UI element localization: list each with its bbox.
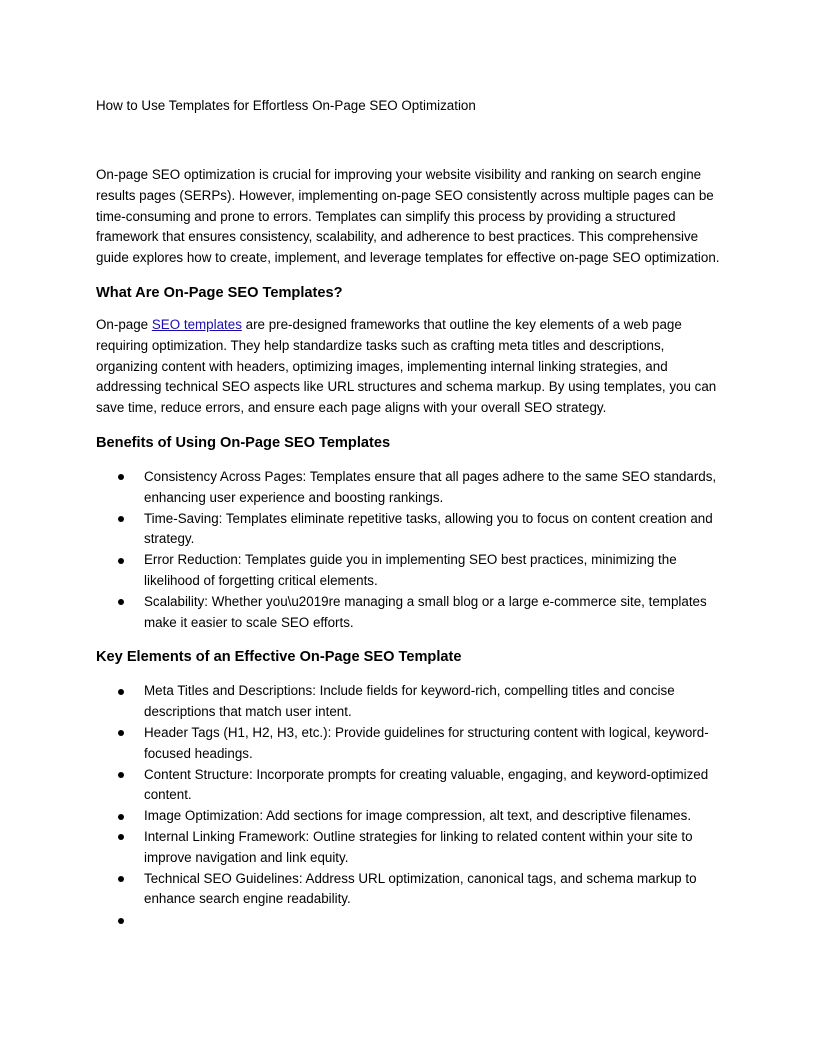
document-title: How to Use Templates for Effortless On-Page SEO Optimization bbox=[96, 98, 476, 113]
list-item-text: Consistency Across Pages: Templates ensure that all pages adhere to the same SEO standards, enhancing user experience and boosting rankings. bbox=[144, 468, 717, 505]
bullet-icon bbox=[118, 730, 124, 736]
list-item bbox=[96, 869, 726, 911]
bullet-icon bbox=[118, 876, 124, 882]
list-item bbox=[96, 765, 726, 807]
section1-text-after-link: are pre-designed frameworks that outline the key elements of a web page requiring optimization. They help standardize tasks such as crafting meta titles and descriptions, organizing content with headers, optimizing images, implementing internal linking strategies, and addressing technical SEO aspects like URL structures and schema markup. By using templates, you can save time, reduce errors, and ensure each page aligns with your overall SEO strategy. bbox=[96, 316, 717, 416]
bullet-icon bbox=[118, 834, 124, 840]
section1-paragraph bbox=[96, 315, 726, 419]
bullet-icon bbox=[118, 772, 124, 778]
list-item-text: Content Structure: Incorporate prompts for creating valuable, engaging, and keyword-optimized content. bbox=[144, 766, 709, 803]
bullet-icon bbox=[118, 918, 124, 924]
seo-templates-link[interactable]: SEO templates bbox=[151, 316, 242, 332]
bullet-icon bbox=[118, 474, 124, 480]
section-heading-key-elements: Key Elements of an Effective On-Page SEO Template bbox=[96, 649, 462, 666]
bullet-icon bbox=[118, 689, 124, 695]
list-item-empty bbox=[96, 910, 726, 931]
section-heading-benefits: Benefits of Using On-Page SEO Templates bbox=[96, 434, 391, 451]
list-item bbox=[96, 806, 726, 827]
list-item-text: Image Optimization: Add sections for image compression, alt text, and descriptive filenames. bbox=[144, 808, 692, 824]
list-item bbox=[96, 681, 726, 723]
bullet-icon bbox=[118, 599, 124, 605]
list-item-text: Internal Linking Framework: Outline strategies for linking to related content within your site to improve navigation and link equity. bbox=[144, 828, 693, 865]
list-item-text: Meta Titles and Descriptions: Include fields for keyword-rich, compelling titles and concise descriptions that match user intent. bbox=[144, 683, 675, 720]
bullet-icon bbox=[118, 516, 124, 522]
intro-paragraph: On-page SEO optimization is crucial for improving your website visibility and ranking on search engine results pages (SERPs). However, implementing on-page SEO consistently across multiple pages can be time-consuming and prone to errors. Templates can simplify this process by providing a structured framework that ensures consistency, scalability, and adherence to best practices. This comprehensive guide explores how to create, implement, and leverage templates for effective on-page SEO optimization. bbox=[96, 167, 720, 266]
bullet-icon bbox=[118, 558, 124, 564]
list-item-text: Technical SEO Guidelines: Address URL optimization, canonical tags, and schema markup to enhance search engine readability. bbox=[144, 870, 697, 907]
bullet-icon bbox=[118, 814, 124, 820]
list-item bbox=[96, 592, 726, 634]
list-item-text: Header Tags (H1, H2, H3, etc.): Provide guidelines for structuring content with logical, keyword-focused headings. bbox=[144, 724, 709, 761]
list-item bbox=[96, 827, 726, 869]
list-item bbox=[96, 467, 726, 509]
list-item-text: Error Reduction: Templates guide you in implementing SEO best practices, minimizing the likelihood of forgetting critical elements. bbox=[144, 552, 677, 588]
list-item bbox=[96, 509, 726, 551]
section1-text-before-link: On-page bbox=[96, 316, 152, 332]
benefits-list bbox=[96, 467, 726, 633]
document-page bbox=[96, 96, 726, 931]
list-item-text: Scalability: Whether you\u2019re managing a small blog or a large e-commerce site, templates make it easier to scale SEO efforts. bbox=[144, 593, 707, 630]
key-elements-list bbox=[96, 681, 726, 931]
list-item bbox=[96, 550, 726, 592]
list-item bbox=[96, 723, 726, 765]
list-item-text: Time-Saving: Templates eliminate repetitive tasks, allowing you to focus on content creation and strategy. bbox=[144, 510, 713, 547]
section-heading-what-are-templates: What Are On-Page SEO Templates? bbox=[96, 284, 343, 301]
